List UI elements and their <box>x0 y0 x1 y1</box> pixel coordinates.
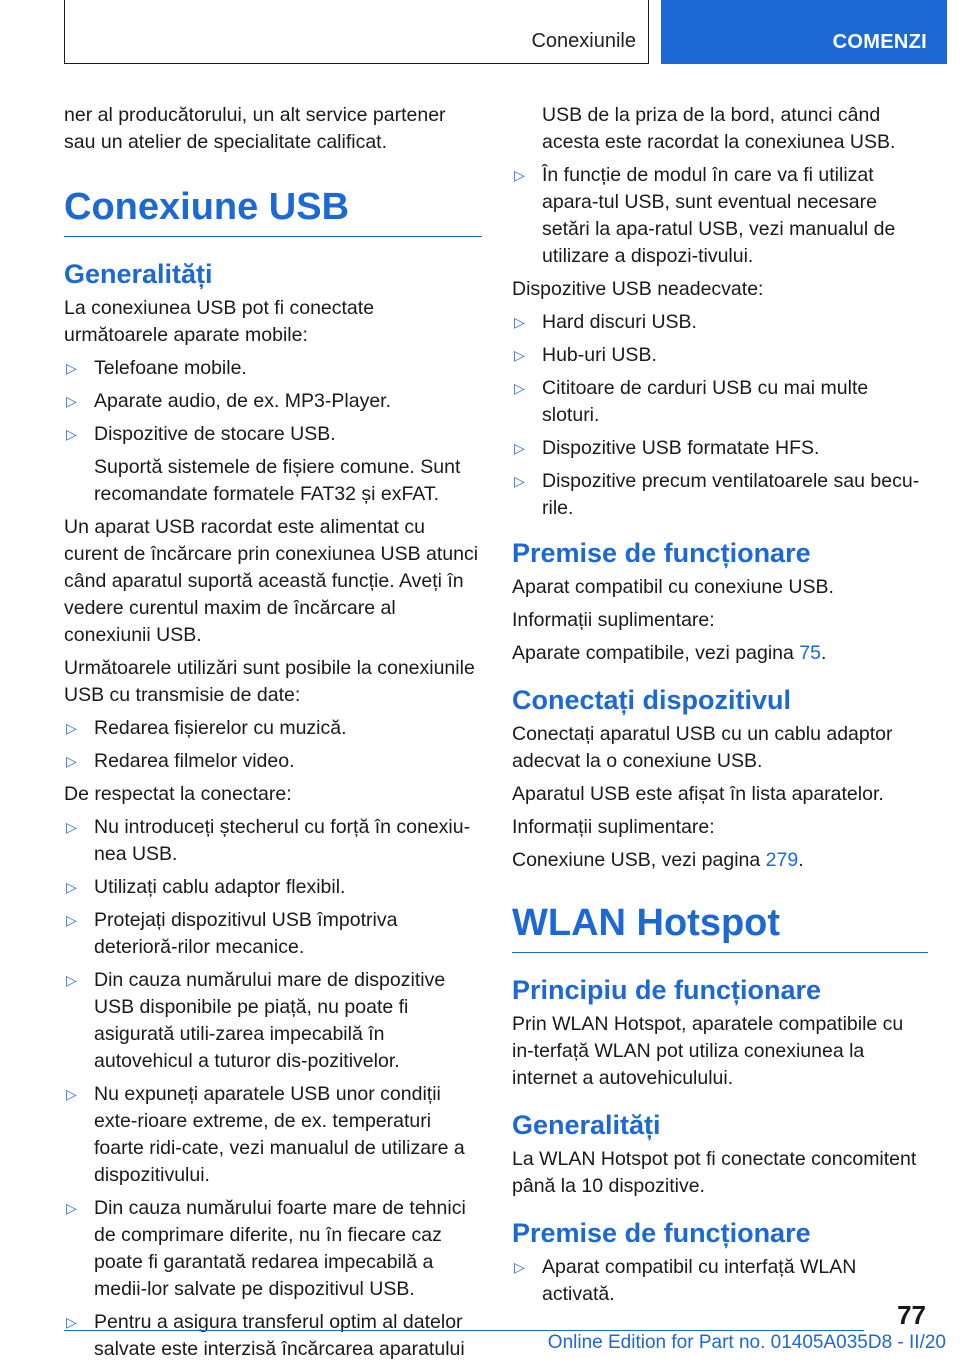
uses-paragraph: Următoarele utilizări sunt posibile la conexiunile USB cu transmisie de date: <box>64 657 475 706</box>
list-item: ▷ Dispozitive precum ventilatoarele sau becu-rile. <box>514 470 920 519</box>
left-column <box>64 102 482 1369</box>
settings-note-list <box>512 162 928 270</box>
list-item: ▷ Nu introduceți ștecherul cu forță în conexiu-nea USB. <box>66 816 471 865</box>
continued-text: USB de la priza de la bord, atunci când acesta este racordat la conexiunea USB. <box>542 104 896 153</box>
device-list-paragraph: Aparatul USB este afișat în lista aparatelor. <box>512 783 884 805</box>
bullet-triangle-icon: ▷ <box>514 1259 525 1275</box>
right-column <box>512 102 928 1314</box>
bullet-triangle-icon: ▷ <box>66 393 77 409</box>
prereq-info-label: Informații suplimentare: <box>512 609 715 631</box>
intro-text: ner al producătorului, un alt service partener sau un atelier de specialitate calificat. <box>64 104 446 153</box>
list-item: ▷ Redarea filmelor video. <box>64 748 482 775</box>
page-link-279[interactable]: 279 <box>765 849 799 871</box>
filesystem-note: Suportă sistemele de fișiere comune. Sunt recomandate formatele FAT32 și exFAT. <box>94 456 461 505</box>
list-item: ▷ Aparate audio, de ex. MP3-Player. <box>64 388 482 415</box>
list-item: ▷ Dispozitive de stocare USB. <box>64 421 482 448</box>
list-item: ▷ Hub-uri USB. <box>512 342 928 369</box>
heading-usb-connection: Conexiune USB <box>64 184 482 237</box>
list-item: ▷ Pentru a asigura transferul optim al datelor salvate este interzisă încărcarea aparatului <box>66 1311 465 1360</box>
list-item: ▷ Nu expuneți aparatele USB unor condiții exte-rioare extreme, de ex. temperaturi foarte ridi-cate, vezi manualul de utilizare a dispozitivului. <box>66 1083 465 1186</box>
list-item: ▷ Utilizați cablu adaptor flexibil. <box>64 874 482 901</box>
principle-paragraph: Prin WLAN Hotspot, aparatele compatibile cu in-terfață WLAN pot utiliza conexiunea la internet a autovehiculului. <box>512 1013 904 1089</box>
prereq-paragraph: Aparat compatibil cu conexiune USB. <box>512 576 834 598</box>
list-item: ▷ Redarea fișierelor cu muzică. <box>64 715 482 742</box>
unsuitable-list <box>512 309 928 522</box>
bullet-triangle-icon: ▷ <box>66 360 77 376</box>
list-item: ▷ Cititoare de carduri USB cu mai multe sloturi. <box>514 377 869 426</box>
page-number: 77 <box>897 1300 926 1330</box>
list-item: ▷ Protejați dispozitivul USB împotriva deterioră-rilor mecanice. <box>66 909 398 958</box>
bullet-triangle-icon: ▷ <box>66 1200 77 1216</box>
list-item: ▷ Din cauza numărului mare de dispozitive USB disponibile pe piață, nu poate fi asigurată utili-zarea impecabilă în autovehicul a tuturor dis-pozitivelor. <box>66 969 446 1072</box>
header-chapter-tab <box>661 0 947 64</box>
heading-general-wlan: Generalități <box>512 1110 661 1140</box>
heading-prerequisites: Premise de funcționare <box>512 538 811 568</box>
bullet-triangle-icon: ▷ <box>66 426 77 442</box>
chapter-title: COMENZI <box>832 31 927 53</box>
bullet-triangle-icon: ▷ <box>66 753 77 769</box>
heading-general: Generalități <box>64 259 213 289</box>
bullet-triangle-icon: ▷ <box>66 972 77 988</box>
general-wlan-paragraph: La WLAN Hotspot pot fi conectate concomitent până la 10 dispozitive. <box>512 1148 917 1197</box>
wlan-prereq-list <box>512 1254 928 1308</box>
section-title: Conexiunile <box>531 30 636 52</box>
bullet-triangle-icon: ▷ <box>66 1086 77 1102</box>
general-paragraph: La conexiunea USB pot fi conectate următoarele aparate mobile: <box>64 297 375 346</box>
heading-principle: Principiu de funcționare <box>512 975 822 1005</box>
connect-info-label: Informații suplimentare: <box>512 816 715 838</box>
bullet-triangle-icon: ▷ <box>514 347 525 363</box>
list-item: ▷ În funcție de modul în care va fi utilizat apara-tul USB, sunt eventual necesare setări la apa-ratul USB, vezi manualul de utilizare a dispozi-tivului. <box>514 164 896 267</box>
charging-paragraph: Un aparat USB racordat este alimentat cu curent de încărcare prin conexiunea USB atunci când aparatul suportă această funcție. Aveți în vedere curentul maxim de încărcare al conexiunii USB. <box>64 516 479 646</box>
connect-reference: Conexiune USB, vezi pagina 279. <box>512 849 804 871</box>
prereq-reference: Aparate compatibile, vezi pagina 75. <box>512 642 827 664</box>
bullet-triangle-icon: ▷ <box>66 912 77 928</box>
bullet-triangle-icon: ▷ <box>514 380 525 396</box>
list-item: ▷ Telefoane mobile. <box>64 355 482 382</box>
bullet-triangle-icon: ▷ <box>66 1314 77 1330</box>
bullet-triangle-icon: ▷ <box>66 720 77 736</box>
heading-connect-device: Conectați dispozitivul <box>512 685 792 715</box>
list-item: ▷ Dispozitive USB formatate HFS. <box>512 435 928 462</box>
connect-notes-list <box>64 814 482 1363</box>
connect-notes-intro: De respectat la conectare: <box>64 783 292 805</box>
unsuitable-intro: Dispozitive USB neadecvate: <box>512 278 764 300</box>
bullet-triangle-icon: ▷ <box>514 167 525 183</box>
footer-divider <box>64 1330 864 1331</box>
header-section-tab <box>64 0 649 64</box>
heading-prerequisites-wlan: Premise de funcționare <box>512 1218 811 1248</box>
list-item: ▷ Din cauza numărului foarte mare de tehnici de comprimare diferite, nu în fiecare caz poate fi garantată redarea impecabilă a medii-lor salvate pe dispozitivul USB. <box>66 1197 466 1300</box>
list-item: ▷ Aparat compatibil cu interfață WLAN activată. <box>514 1256 857 1305</box>
device-list <box>64 355 482 448</box>
list-item: ▷ Hard discuri USB. <box>512 309 928 336</box>
bullet-triangle-icon: ▷ <box>66 819 77 835</box>
heading-wlan-hotspot: WLAN Hotspot <box>512 900 928 953</box>
uses-list <box>64 715 482 775</box>
bullet-triangle-icon: ▷ <box>514 440 525 456</box>
connect-paragraph: Conectați aparatul USB cu un cablu adaptor adecvat la o conexiune USB. <box>512 723 893 772</box>
edition-footer: Online Edition for Part no. 01405A035D8 - II/20 <box>547 1332 946 1353</box>
bullet-triangle-icon: ▷ <box>514 314 525 330</box>
bullet-triangle-icon: ▷ <box>66 879 77 895</box>
page-link-75[interactable]: 75 <box>799 642 821 664</box>
bullet-triangle-icon: ▷ <box>514 473 525 489</box>
